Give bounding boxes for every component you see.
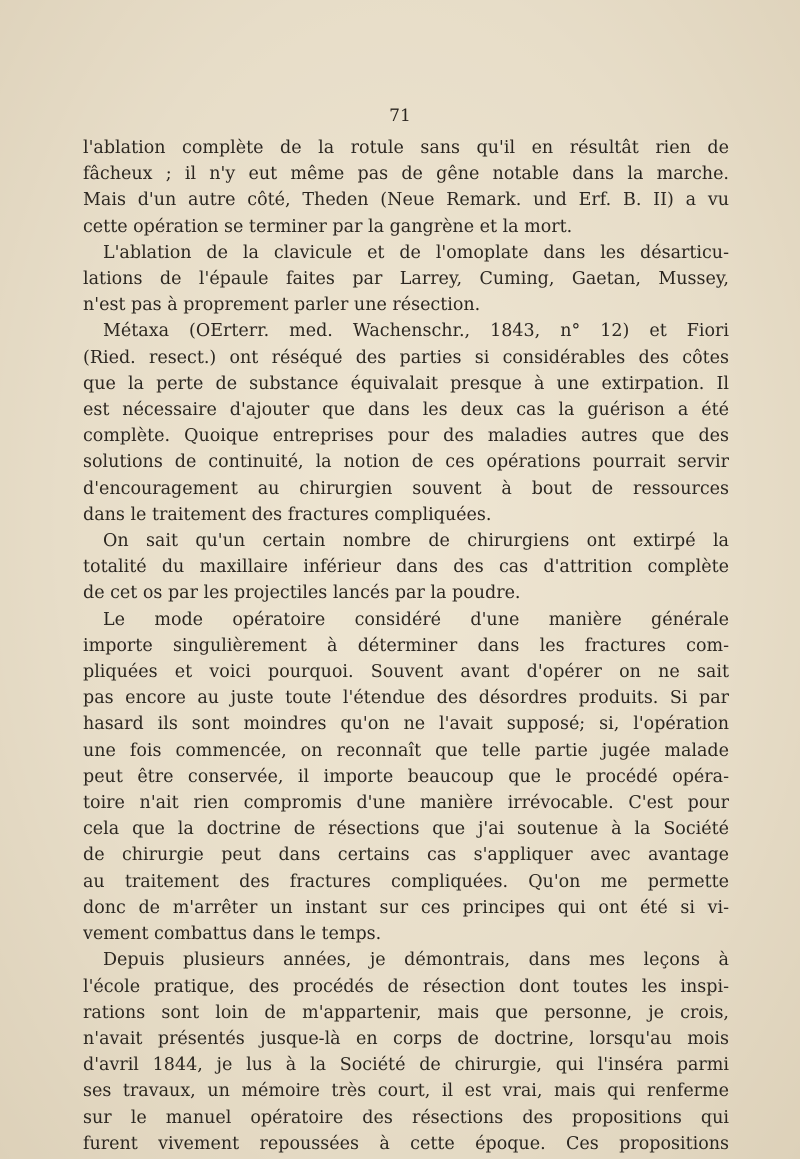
text-line: l'ablation complète de la rotule sans qu'il en résultât rien de [83, 138, 729, 158]
text-line: lations de l'épaule faites par Larrey, Cuming, Gaetan, Mussey, [83, 269, 729, 290]
text-line: Le mode opératoire considéré d'une manière générale [103, 609, 729, 630]
text-line: de chirurgie peut dans certains cas s'appliquer avec avantage [83, 845, 729, 866]
text-line: furent vivement repoussées à cette époque. Ces propositions [83, 1133, 729, 1154]
text-line: est nécessaire d'ajouter que dans les deux cas la guérison a été [83, 400, 729, 421]
text-line: rations sont loin de m'appartenir, mais que personne, je crois, [83, 1002, 729, 1023]
text-line: sur le manuel opératoire des résections des propositions qui [83, 1107, 729, 1128]
text-line: de cet os par les projectiles lancés par la poudre. [83, 583, 521, 604]
page-number: 71 [389, 106, 411, 126]
text-line: cela que la doctrine de résections que j'ai soutenue à la Société [83, 819, 729, 840]
text-line: d'avril 1844, je lus à la Société de chirurgie, qui l'inséra parmi [83, 1055, 729, 1076]
text-line: solutions de continuité, la notion de ces opérations pourrait servir [83, 452, 729, 473]
text-line: peut être conservée, il importe beaucoup que le procédé opéra- [83, 766, 729, 787]
text-line: Depuis plusieurs années, je démontrais, dans mes leçons à [103, 950, 729, 971]
text-line: hasard ils sont moindres qu'on ne l'avait supposé; si, l'opération [83, 714, 729, 735]
text-line: totalité du maxillaire inférieur dans des cas d'attrition complète [83, 557, 729, 578]
text-line: L'ablation de la clavicule et de l'omoplate dans les désarticu- [103, 242, 729, 263]
text-line: toire n'ait rien compromis d'une manière irrévocable. C'est pour [83, 793, 729, 814]
text-line: Mais d'un autre côté, Theden (Neue Remark. und Erf. B. II) a vu [83, 190, 729, 211]
text-line: n'avait présentés jusque-là en corps de doctrine, lorsqu'au mois [83, 1028, 729, 1049]
text-line: dans le traitement des fractures compliquées. [83, 504, 492, 525]
text-line: vement combattus dans le temps. [83, 924, 382, 945]
text-line: au traitement des fractures compliquées. Qu'on me permette [83, 871, 729, 892]
text-line: pas encore au juste toute l'étendue des désordres produits. Si par [83, 688, 729, 709]
text-line: importe singulièrement à déterminer dans les fractures com- [83, 635, 729, 656]
text-line: (Ried. resect.) ont réséqué des parties si considérables des côtes [83, 347, 729, 368]
body-text [83, 135, 729, 1157]
text-line: Métaxa (OErterr. med. Wachenschr., 1843, n° 12) et Fiori [103, 321, 729, 342]
text-line: n'est pas à proprement parler une résection. [83, 295, 481, 316]
text-line: que la perte de substance équivalait presque à une extirpation. Il [83, 373, 729, 394]
text-line: complète. Quoique entreprises pour des maladies autres que des [83, 426, 729, 447]
text-line: On sait qu'un certain nombre de chirurgiens ont extirpé la [103, 531, 729, 552]
text-line: cette opération se terminer par la gangrène et la mort. [83, 216, 573, 237]
text-line: d'encouragement au chirurgien souvent à bout de ressources [83, 478, 729, 499]
text-line: une fois commencée, on reconnaît que telle partie jugée malade [83, 740, 729, 761]
text-line: ses travaux, un mémoire très court, il est vrai, mais qui renferme [83, 1081, 729, 1102]
text-line: fâcheux ; il n'y eut même pas de gêne notable dans la marche. [83, 164, 729, 185]
text-line: l'école pratique, des procédés de résection dont toutes les inspi- [83, 976, 729, 997]
text-line: pliquées et voici pourquoi. Souvent avant d'opérer on ne sait [83, 662, 729, 683]
text-line: donc de m'arrêter un instant sur ces principes qui ont été si vi- [83, 897, 729, 918]
